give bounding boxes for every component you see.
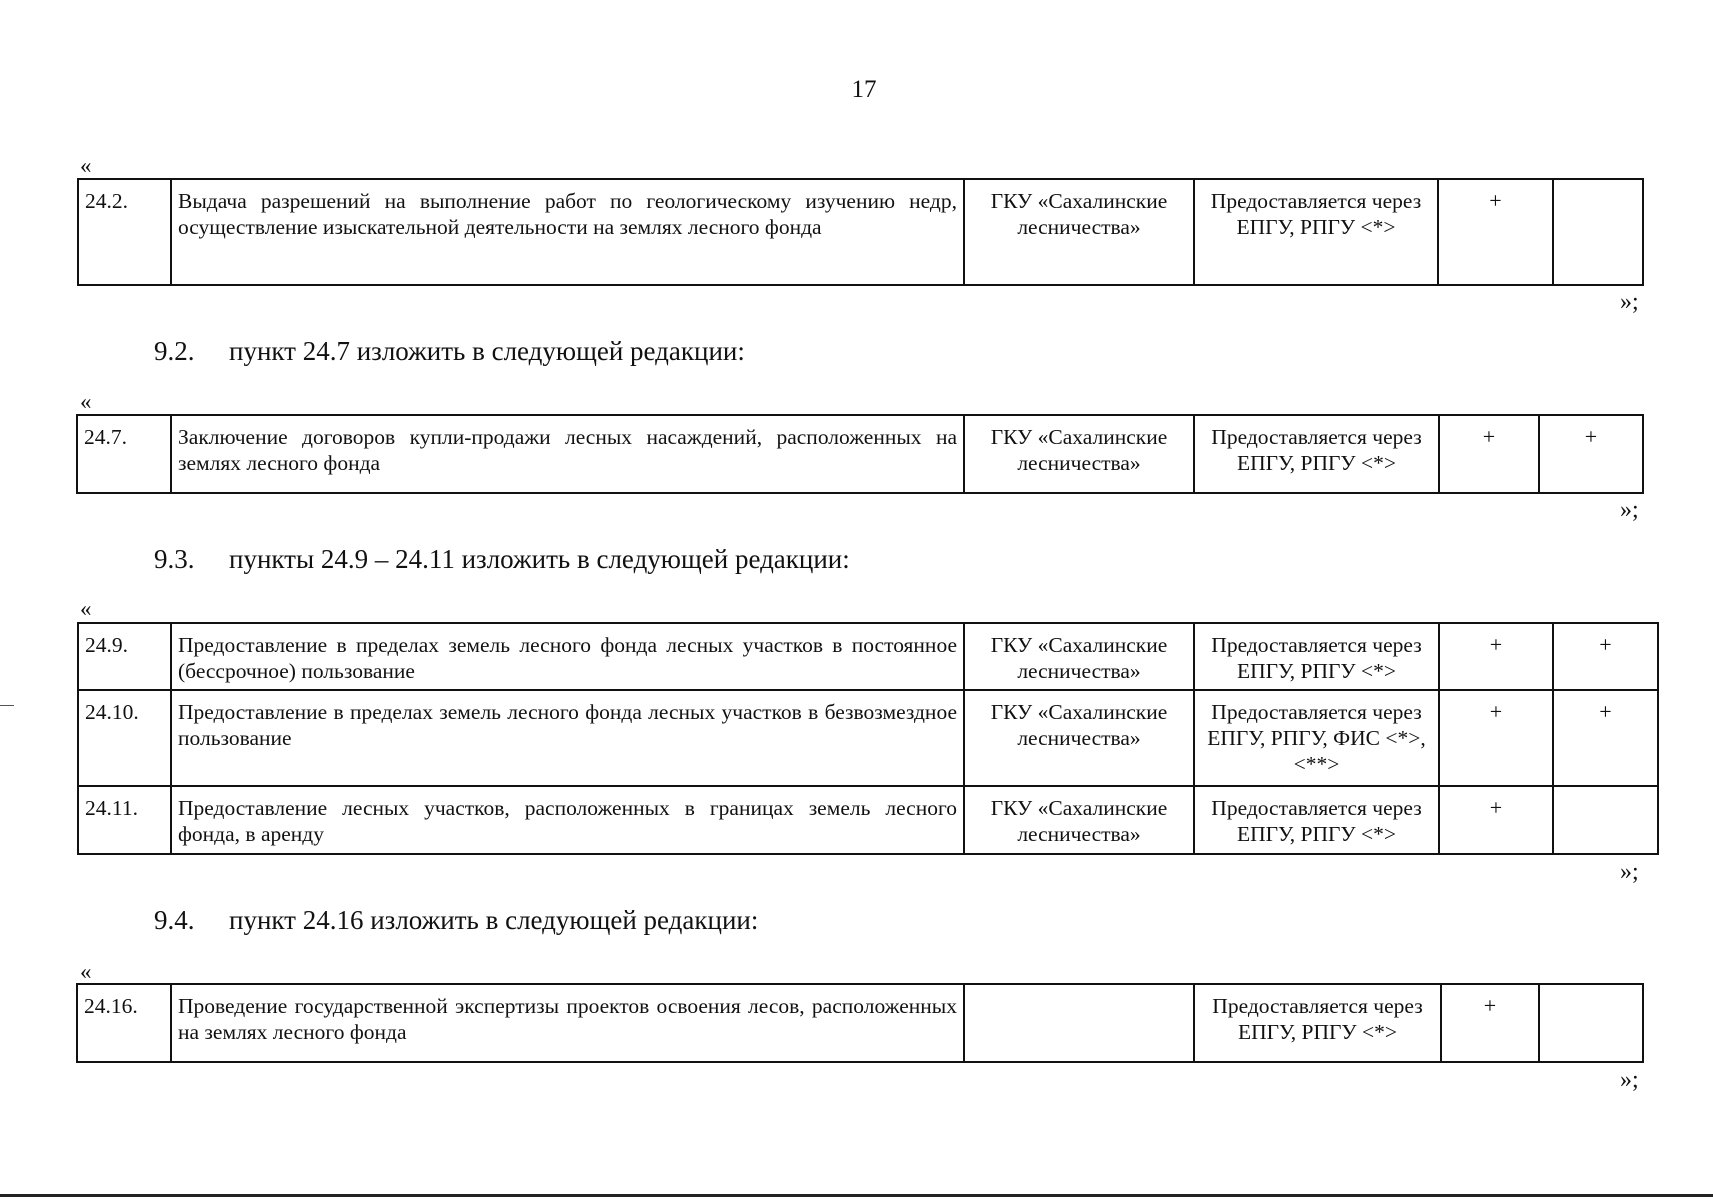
service-description: Выдача разрешений на выполнение работ по геологическому изучению недр, осуществление изыскательной деятельности на землях лесного фонда — [171, 179, 964, 285]
provision-method: Предоставляется через ЕПГУ, РПГУ <*> — [1194, 623, 1439, 690]
item-number: 24.9. — [78, 623, 171, 690]
section-heading — [154, 338, 745, 365]
plus-mark: + — [1439, 690, 1553, 786]
service-description: Предоставление лесных участков, расположенных в границах земель лесного фонда, в аренду — [171, 786, 964, 854]
item-number: 24.2. — [78, 179, 171, 285]
page-bottom-edge — [0, 1194, 1713, 1197]
heading-text: пункт 24.16 изложить в следующей редакции: — [229, 905, 759, 935]
plus-mark — [1539, 984, 1643, 1062]
plus-mark: + — [1439, 415, 1539, 493]
item-number: 24.10. — [78, 690, 171, 786]
open-quote: « — [80, 389, 92, 414]
heading-text: пункт 24.7 изложить в следующей редакции: — [229, 336, 745, 366]
close-quote: »; — [1620, 289, 1639, 315]
item-number: 24.16. — [77, 984, 171, 1062]
provision-method: Предоставляется через ЕПГУ, РПГУ <*> — [1194, 984, 1441, 1062]
provision-method: Предоставляется через ЕПГУ, РПГУ <*> — [1194, 179, 1438, 285]
responsible-organization: ГКУ «Сахалинские лесничества» — [964, 415, 1194, 493]
section-heading — [154, 907, 758, 934]
page-number: 17 — [851, 76, 877, 103]
table-row — [77, 415, 1643, 493]
service-description: Предоставление в пределах земель лесного фонда лесных участков в постоянное (бессрочное) пользование — [171, 623, 964, 690]
plus-mark: + — [1441, 984, 1539, 1062]
plus-mark: + — [1539, 415, 1643, 493]
section-heading — [154, 546, 850, 573]
heading-number: 9.3. — [154, 544, 195, 574]
plus-mark: + — [1553, 690, 1658, 786]
close-quote: »; — [1620, 1067, 1639, 1093]
open-quote: « — [80, 153, 92, 178]
heading-number: 9.2. — [154, 336, 195, 366]
table-row — [78, 690, 1658, 786]
open-quote: « — [80, 959, 92, 984]
responsible-organization: ГКУ «Сахалинские лесничества» — [964, 690, 1194, 786]
close-quote: »; — [1620, 859, 1639, 885]
service-description: Предоставление в пределах земель лесного фонда лесных участков в безвозмездное пользование — [171, 690, 964, 786]
table-row — [78, 623, 1658, 690]
service-description: Проведение государственной экспертизы проектов освоения лесов, расположенных на землях лесного фонда — [171, 984, 964, 1062]
service-description: Заключение договоров купли-продажи лесных насаждений, расположенных на землях лесного фонда — [171, 415, 964, 493]
plus-mark: + — [1438, 179, 1553, 285]
plus-mark — [1553, 786, 1658, 854]
table-row — [78, 786, 1658, 854]
services-table-24-9-24-11 — [77, 622, 1659, 855]
open-quote: « — [80, 596, 92, 621]
item-number: 24.7. — [77, 415, 171, 493]
plus-mark: + — [1439, 786, 1553, 854]
table-row — [78, 179, 1643, 285]
services-table-24-2 — [77, 178, 1644, 286]
plus-mark: + — [1439, 623, 1553, 690]
services-table-24-16 — [76, 983, 1644, 1063]
plus-mark: + — [1553, 623, 1658, 690]
provision-method: Предоставляется через ЕПГУ, РПГУ <*> — [1194, 786, 1439, 854]
services-table-24-7 — [76, 414, 1644, 494]
responsible-organization — [964, 984, 1194, 1062]
table-row — [77, 984, 1643, 1062]
responsible-organization: ГКУ «Сахалинские лесничества» — [964, 786, 1194, 854]
close-quote: »; — [1620, 497, 1639, 523]
plus-mark — [1553, 179, 1643, 285]
provision-method: Предоставляется через ЕПГУ, РПГУ <*> — [1194, 415, 1439, 493]
responsible-organization: ГКУ «Сахалинские лесничества» — [964, 623, 1194, 690]
item-number: 24.11. — [78, 786, 171, 854]
scan-artifact — [0, 705, 14, 706]
provision-method: Предоставляется через ЕПГУ, РПГУ, ФИС <*>, <**> — [1194, 690, 1439, 786]
responsible-organization: ГКУ «Сахалинские лесничества» — [964, 179, 1194, 285]
heading-number: 9.4. — [154, 905, 195, 935]
heading-text: пункты 24.9 – 24.11 изложить в следующей редакции: — [229, 544, 850, 574]
